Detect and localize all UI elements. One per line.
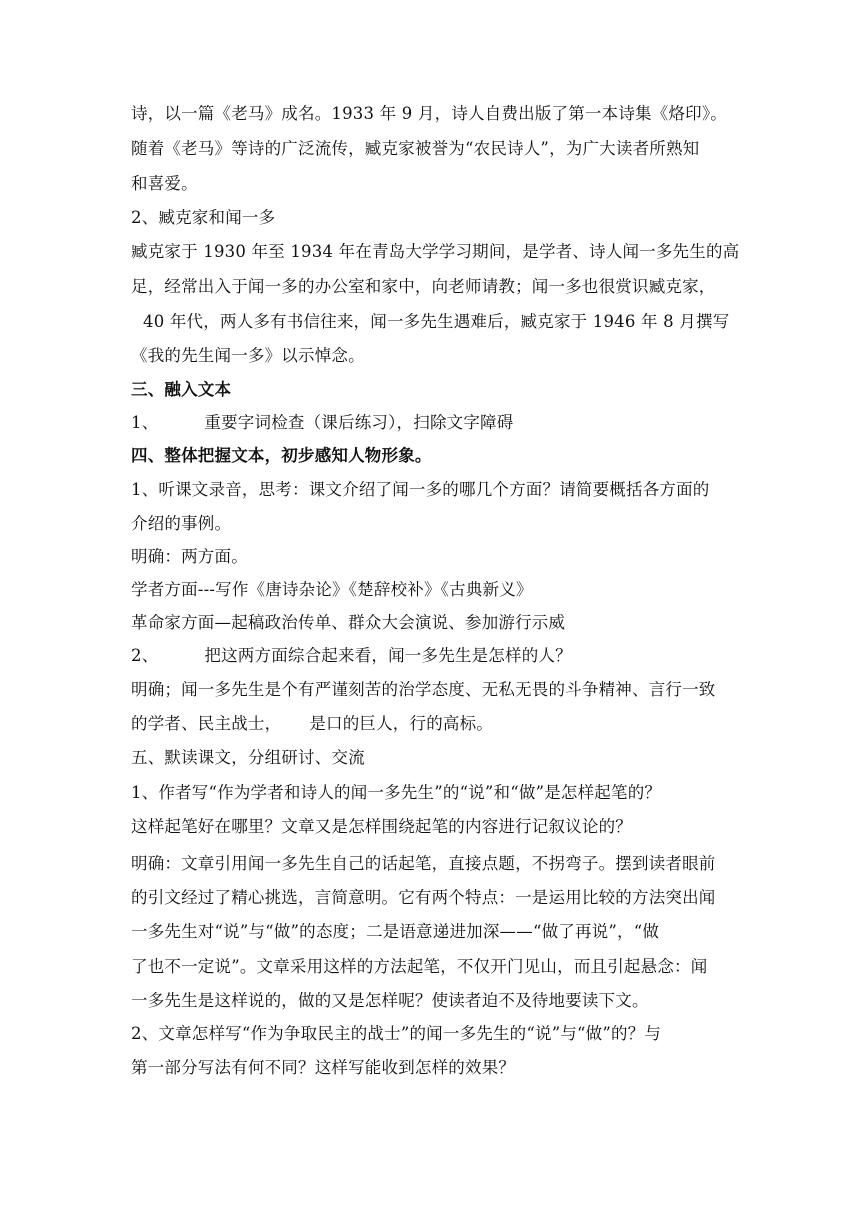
answer-line: 明确：两方面。	[131, 547, 248, 566]
answer-line: 革命家方面—起稿政治传单、群众大会演说、参加游行示威	[131, 613, 566, 632]
question-line: 2、文章怎样写“作为争取民主的战士”的闻一多先生的“说”与“做”的？与	[131, 1024, 662, 1043]
answer-text: 是口的巨人，行的高标。	[309, 714, 494, 733]
section-heading: 五、默读课文，分组研讨、交流	[131, 748, 365, 767]
question-line: 介绍的事例。	[131, 514, 232, 533]
answer-line: 了也不一定说”。文章采用这样的方法起笔，不仅开门见山，而且引起悬念：闻	[131, 957, 708, 976]
answer-line: 的引文经过了精心挑选，言简意明。它有两个特点：一是运用比较的方法突出闻	[131, 888, 716, 907]
list-item-text: 把这两方面综合起来看，闻一多先生是怎样的人？	[204, 646, 572, 665]
answer-line	[131, 714, 741, 734]
paragraph-line: 足，经常出入于闻一多的办公室和家中，向老师请教；闻一多也很赏识臧克家，	[131, 277, 716, 296]
question-line: 1、听课文录音，思考：课文介绍了闻一多的哪几个方面？请简要概括各方面的	[131, 480, 710, 499]
paragraph-line-text: 40 年代，两人多有书信往来，闻一多先生遇难后，臧克家于 1946 年 8 月撰写	[143, 312, 730, 331]
paragraph-line: 诗，以一篇《老马》成名。1933 年 9 月，诗人自费出版了第一本诗集《烙印》。	[131, 104, 727, 123]
list-item-number: 1、	[131, 413, 159, 432]
answer-line: 一多先生对“说”与“做”的态度；二是语意递进加深——“做了再说”，“做	[131, 922, 660, 941]
section-heading: 四、整体把握文本，初步感知人物形象。	[131, 446, 432, 465]
paragraph-line	[131, 312, 741, 332]
answer-line: 学者方面---写作《唐诗杂论》《楚辞校补》《古典新义》	[131, 580, 533, 599]
list-item	[131, 646, 741, 666]
answer-line: 明确；闻一多先生是个有严谨刻苦的治学态度、无私无畏的斗争精神、言行一致	[131, 680, 716, 699]
paragraph-line: 随着《老马》等诗的广泛流传，臧克家被誉为“农民诗人”，为广大读者所熟知	[131, 139, 700, 158]
paragraph-line: 臧克家于 1930 年至 1934 年在青岛大学学习期间，是学者、诗人闻一多先生的高	[131, 242, 740, 261]
list-item-number: 2、	[131, 646, 159, 665]
answer-text: 的学者、民主战士，	[131, 714, 282, 733]
section-heading: 三、融入文本	[131, 380, 232, 399]
section-subheading: 2、臧克家和闻一多	[131, 208, 276, 227]
question-line: 1、作者写“作为学者和诗人的闻一多先生”的“说”和“做”是怎样起笔的？	[131, 783, 662, 802]
list-item	[131, 413, 741, 433]
list-item-text: 重要字词检查（课后练习），扫除文字障碍	[204, 413, 514, 432]
answer-line: 一多先生是这样说的，做的又是怎样呢？使读者迫不及待地要读下文。	[131, 991, 649, 1010]
question-line: 这样起笔好在哪里？文章又是怎样围绕起笔的内容进行记叙议论的？	[131, 817, 632, 836]
question-line: 第一部分写法有何不同？这样写能收到怎样的效果？	[131, 1058, 516, 1077]
paragraph-line: 和喜爱。	[131, 174, 198, 193]
answer-line: 明确：文章引用闻一多先生自己的话起笔，直接点题，不拐弯子。摆到读者眼前	[131, 854, 716, 873]
paragraph-line: 《我的先生闻一多》以示悼念。	[131, 346, 365, 365]
